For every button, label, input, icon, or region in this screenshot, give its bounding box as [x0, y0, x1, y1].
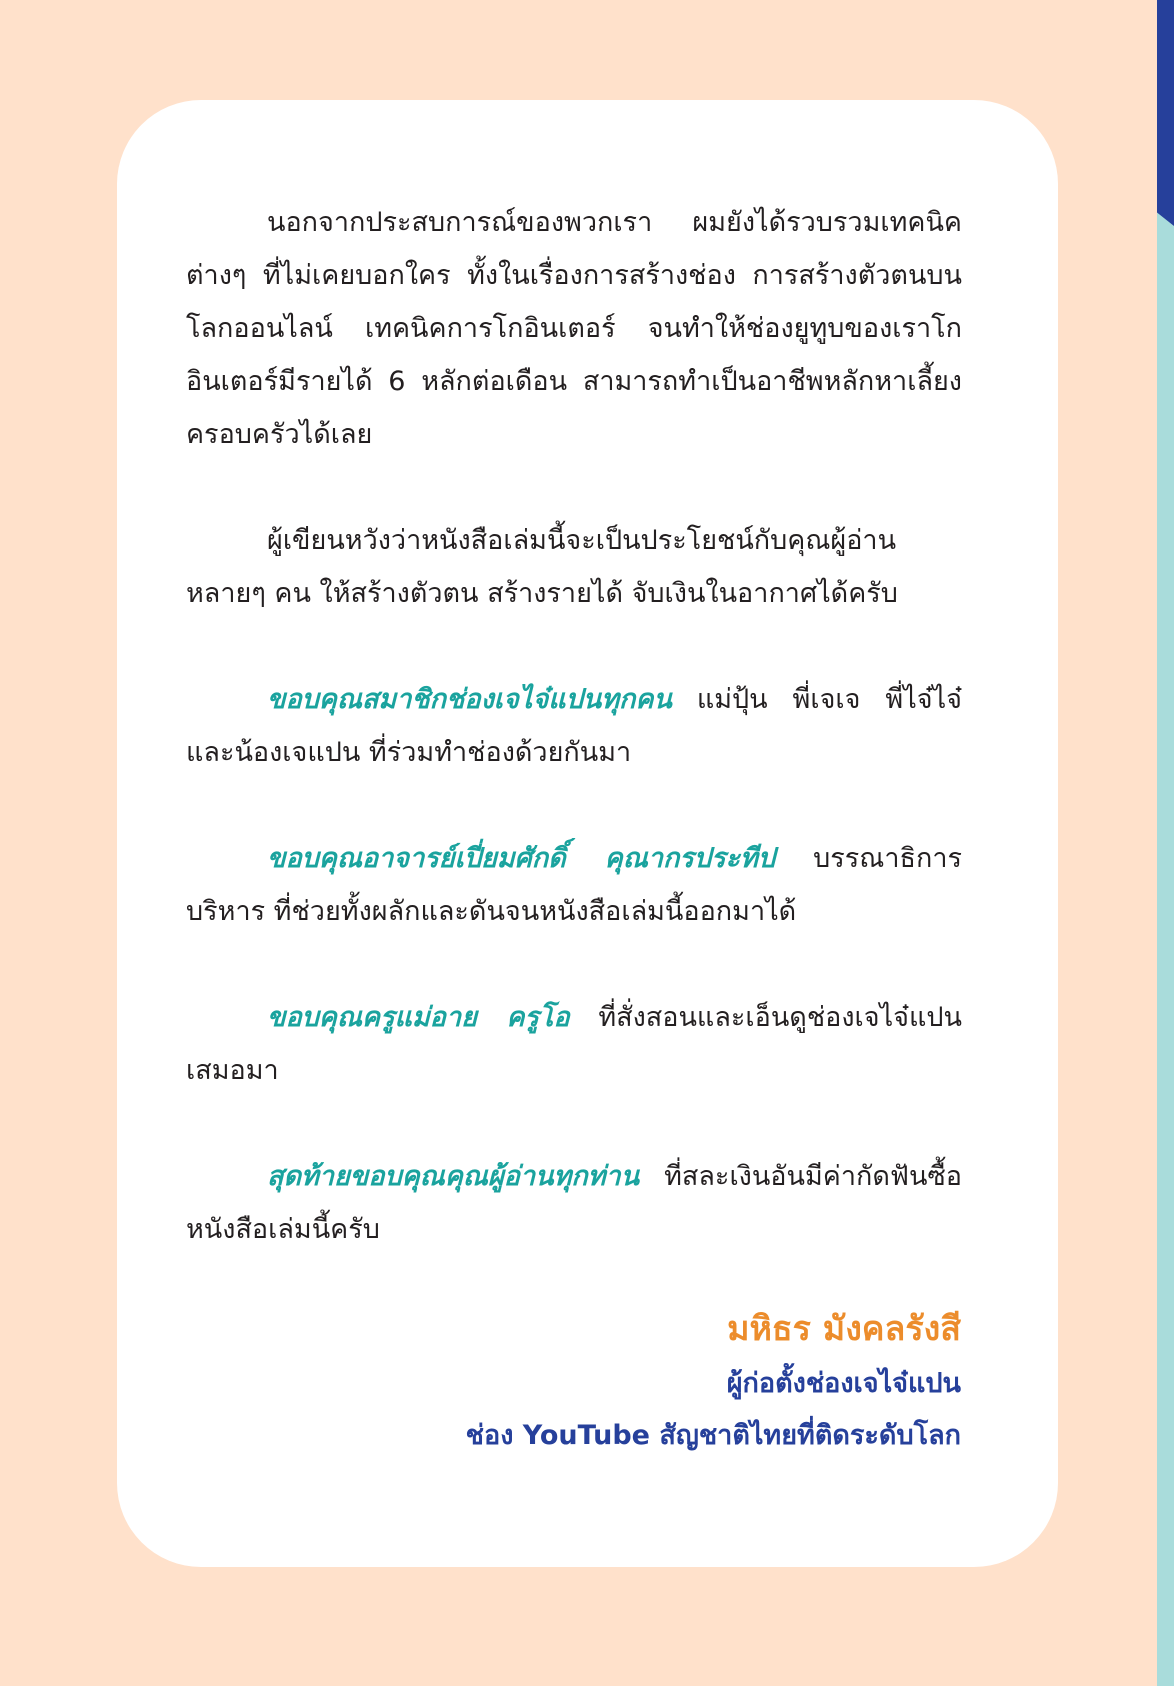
paragraph-thanks-editor	[186, 832, 962, 938]
signature-block	[466, 1300, 961, 1462]
right-edge-teal-strip	[1157, 0, 1174, 1686]
paragraph-thanks-readers	[186, 1150, 962, 1256]
author-name: มหิธร มังคลรังสี	[727, 1309, 961, 1349]
paragraph-thanks-members	[186, 673, 962, 779]
right-edge-blue-strip	[1157, 0, 1174, 226]
paragraph-text: แม่ปุ้น พี่เจเจ พี่ไจ๋ไจ๋ และน้องเจแปน ที่ร่วมทำช่องด้วยกันมา	[186, 684, 962, 768]
paragraph-text: ที่สละเงินอันมีค่ากัดฟันซื้อหนังสือเล่มนี้ครับ	[186, 1161, 962, 1245]
paragraph-thanks-teachers	[186, 991, 962, 1097]
paragraph-text: นอกจากประสบการณ์ของพวกเรา ผมยังได้รวบรวมเทคนิคต่างๆ ที่ไม่เคยบอกใคร ทั้งในเรื่องการสร้างช่อง การสร้างตัวตนบนโลกออนไลน์ เทคนิคการโกอินเตอร์ จนทำให้ช่องยูทูบของเราโกอินเตอร์มีรายได้ 6 หลักต่อเดือน สามารถทำเป็นอาชีพหลักหาเลี้ยงครอบครัวได้เลย	[186, 207, 962, 450]
highlight-text: ขอบคุณครูแม่อาย ครูโอ	[267, 1002, 570, 1033]
paragraph-text: ผู้เขียนหวังว่าหนังสือเล่มนี้จะเป็นประโยชน์กับคุณผู้อ่านหลายๆ คน ให้สร้างตัวตน สร้างรายได้ จับเงินในอากาศได้ครับ	[186, 525, 898, 609]
highlight-text: ขอบคุณสมาชิกช่องเจไจ๋แปนทุกคน	[267, 684, 672, 715]
author-title: ผู้ก่อตั้งช่องเจไจ๋แปน	[726, 1368, 961, 1399]
paragraph-hope	[186, 514, 962, 620]
paragraph-experience	[186, 196, 962, 461]
paragraph-text: บรรณาธิการบริหาร ที่ช่วยทั้งผลักและดันจนหนังสือเล่มนี้ออกมาได้	[186, 843, 962, 927]
acknowledgement-text	[186, 196, 962, 1309]
highlight-text: ขอบคุณอาจารย์เปี่ยมศักดิ์ คุณากรประทีป	[267, 843, 775, 874]
author-subtitle: ช่อง YouTube สัญชาติไทยที่ติดระดับโลก	[465, 1420, 961, 1451]
paragraph-text: ที่สั่งสอนและเอ็นดูช่องเจไจ๋แปนเสมอมา	[186, 1002, 962, 1086]
highlight-text: สุดท้ายขอบคุณคุณผู้อ่านทุกท่าน	[267, 1161, 640, 1192]
